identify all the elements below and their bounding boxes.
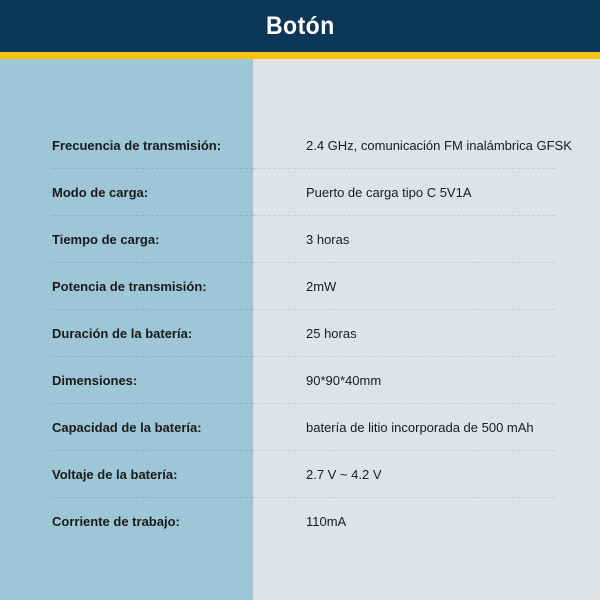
spec-value: 2.7 V ~ 4.2 V — [306, 467, 382, 482]
spec-row-frequency — [0, 122, 600, 169]
spec-label: Modo de carga: — [52, 185, 149, 200]
spec-value: 2mW — [306, 279, 337, 294]
accent-stripe — [0, 52, 600, 59]
spec-label: Tiempo de carga: — [52, 232, 160, 247]
spec-label: Voltaje de la batería: — [52, 467, 178, 482]
spec-row-transmit-power — [0, 263, 600, 310]
spec-value: batería de litio incorporada de 500 mAh — [306, 420, 534, 435]
header-bar — [0, 0, 600, 52]
spec-label: Duración de la batería: — [52, 326, 193, 341]
spec-value: Puerto de carga tipo C 5V1A — [306, 185, 472, 200]
spec-row-dimensions — [0, 357, 600, 404]
spec-table — [0, 122, 600, 545]
spec-label: Capacidad de la batería: — [52, 420, 202, 435]
page-title: Botón — [265, 11, 335, 40]
spec-row-charging-time — [0, 216, 600, 263]
spec-label: Corriente de trabajo: — [52, 514, 180, 529]
spec-row-battery-capacity — [0, 404, 600, 451]
spec-value: 110mA — [306, 514, 347, 529]
spec-label: Dimensiones: — [52, 373, 138, 388]
spec-value: 3 horas — [306, 232, 350, 247]
spec-row-charging-mode — [0, 169, 600, 216]
spec-value: 2.4 GHz, comunicación FM inalámbrica GFSK — [306, 138, 572, 153]
spec-value: 90*90*40mm — [306, 373, 382, 388]
spec-label: Potencia de transmisión: — [52, 279, 207, 294]
spec-row-battery-life — [0, 310, 600, 357]
spec-label: Frecuencia de transmisión: — [52, 138, 222, 153]
spec-row-working-current — [0, 498, 600, 545]
spec-value: 25 horas — [306, 326, 357, 341]
spec-row-battery-voltage — [0, 451, 600, 498]
